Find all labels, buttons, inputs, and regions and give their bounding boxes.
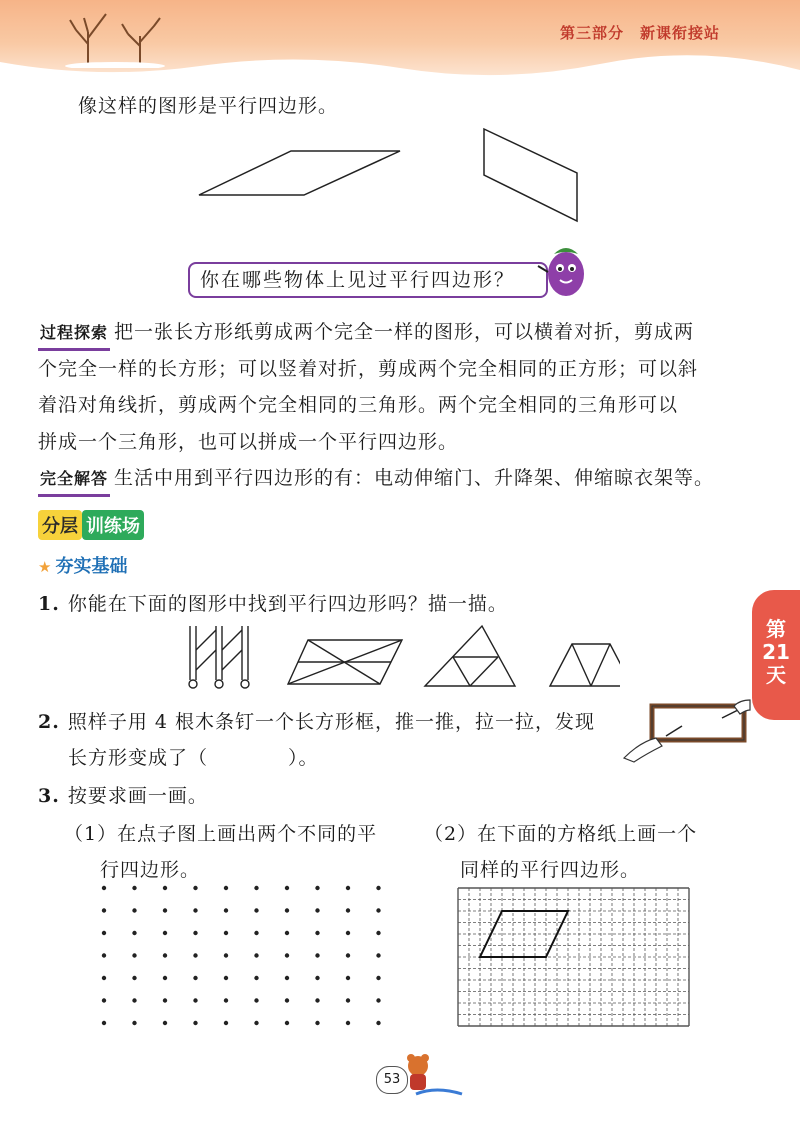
grid-dot <box>315 931 319 935</box>
grid-dot <box>224 976 228 980</box>
process-line-2: 个完全一样的长方形；可以竖着对折，剪成两个完全相同的正方形；可以斜 <box>38 358 699 381</box>
question-2-line-2: 长方形变成了（ ）。 <box>68 747 319 770</box>
grid-dot <box>102 908 106 912</box>
q1-figures <box>180 620 620 692</box>
grid-dot <box>315 1021 319 1025</box>
grid-dot <box>132 886 136 890</box>
grid-paper[interactable] <box>456 886 692 1028</box>
grid-dot <box>254 931 258 935</box>
grid-dot <box>224 886 228 890</box>
grid-dot <box>285 886 289 890</box>
question-bubble: 你在哪些物体上见过平行四边形？ <box>188 262 548 298</box>
process-paragraph <box>38 314 758 460</box>
grid-dot <box>376 886 380 890</box>
process-line-4: 拼成一个三角形，也可以拼成一个平行四边形。 <box>38 430 459 453</box>
grid-dot <box>163 976 167 980</box>
intro-line: 像这样的图形是平行四边形。 <box>78 95 339 117</box>
question-3 <box>38 778 208 814</box>
hands-frame-illustration <box>622 696 752 764</box>
part-1-line-1: （1）在点子图上画出两个不同的平 <box>64 823 378 845</box>
question-3-part-1 <box>64 816 377 888</box>
grid-dot <box>132 953 136 957</box>
question-1-number: 1. <box>38 593 60 615</box>
grid-dot <box>376 931 380 935</box>
page-number: 53 <box>376 1066 408 1094</box>
grid-dot <box>346 1021 350 1025</box>
grid-dot <box>254 976 258 980</box>
parallelogram-wide <box>195 145 405 200</box>
grid-dot <box>376 953 380 957</box>
question-1-text: 你能在下面的图形中找到平行四边形吗？描一描。 <box>67 593 508 615</box>
badge-right: 训练场 <box>82 510 144 540</box>
grid-dot <box>285 998 289 1002</box>
section-title: 第三部分 新课衔接站 <box>560 24 721 42</box>
day-tab-line-3: 天 <box>766 663 786 687</box>
grid-dot <box>254 998 258 1002</box>
practice-badge <box>38 510 144 538</box>
grid-dot <box>163 953 167 957</box>
grid-dot <box>315 998 319 1002</box>
grid-dot <box>346 953 350 957</box>
grid-dot <box>376 998 380 1002</box>
grid-dot <box>376 1021 380 1025</box>
grid-dot <box>102 998 106 1002</box>
subheading <box>38 552 127 578</box>
part-1-line-2: 行四边形。 <box>100 859 201 882</box>
question-2-number: 2. <box>38 711 60 733</box>
grid-dot <box>193 1021 197 1025</box>
trapezoid-triangles-figure <box>550 644 620 686</box>
grid-dot <box>132 976 136 980</box>
eggplant-mascot-icon <box>536 238 596 300</box>
grid-dot <box>315 886 319 890</box>
answer-text: 生活中用到平行四边形的有：电动伸缩门、升降架、伸缩晾衣架等。 <box>114 467 715 489</box>
grid-dot <box>193 931 197 935</box>
grid-dot <box>285 1021 289 1025</box>
grid-dot <box>376 908 380 912</box>
grid-dot <box>163 908 167 912</box>
process-label: 过程探索 <box>38 318 110 351</box>
day-tab <box>752 590 800 720</box>
grid-dot <box>346 976 350 980</box>
question-3-text: 按要求画一画。 <box>67 785 208 807</box>
grid-dot <box>102 1021 106 1025</box>
grid-dot <box>132 908 136 912</box>
folding-gate-figure <box>189 626 249 688</box>
grid-dot <box>376 976 380 980</box>
day-tab-line-1: 第 <box>766 617 786 641</box>
grid-dot <box>163 886 167 890</box>
part-2-line-1: （2）在下面的方格纸上画一个 <box>424 823 698 845</box>
grid-dot <box>193 976 197 980</box>
grid-dot <box>224 953 228 957</box>
answer-paragraph <box>38 460 768 497</box>
day-tab-line-2: 21 <box>762 640 790 664</box>
grid-dot <box>193 953 197 957</box>
question-1 <box>38 586 508 622</box>
grid-dot <box>285 931 289 935</box>
grid-dot <box>163 1021 167 1025</box>
grid-dot <box>285 976 289 980</box>
grid-dot <box>254 953 258 957</box>
grid-dot <box>224 908 228 912</box>
question-3-number: 3. <box>38 785 60 807</box>
grid-dot <box>102 886 106 890</box>
question-2 <box>38 704 638 776</box>
grid-dot <box>163 998 167 1002</box>
process-line-3: 着沿对角线折，剪成两个完全相同的三角形。两个完全相同的三角形可以 <box>38 394 679 417</box>
grid-dot <box>224 998 228 1002</box>
grid-dot <box>315 953 319 957</box>
grid-dot <box>346 998 350 1002</box>
grid-dot <box>315 908 319 912</box>
grid-dot <box>102 931 106 935</box>
grid-dot <box>315 976 319 980</box>
grid-dot <box>346 931 350 935</box>
process-line-1: 把一张长方形纸剪成两个完全一样的图形，可以横着对折，剪成两 <box>114 321 695 343</box>
winter-tree-illustration <box>60 8 170 68</box>
grid-dot <box>224 931 228 935</box>
badge-left: 分层 <box>38 510 82 540</box>
diamond-grid-figure <box>288 640 402 684</box>
grid-dot <box>254 1021 258 1025</box>
star-icon: ★ <box>38 558 52 576</box>
grid-dot <box>193 908 197 912</box>
answer-label: 完全解答 <box>38 464 110 497</box>
question-3-part-2 <box>424 816 697 888</box>
part-2-line-2: 同样的平行四边形。 <box>460 859 641 882</box>
grid-dot <box>346 886 350 890</box>
triangle-split-figure <box>425 626 515 686</box>
grid-dot <box>285 953 289 957</box>
grid-dot <box>254 886 258 890</box>
grid-dot <box>224 1021 228 1025</box>
grid-dot <box>132 931 136 935</box>
grid-dot <box>346 908 350 912</box>
grid-dot <box>193 886 197 890</box>
grid-dot <box>285 908 289 912</box>
grid-dot <box>254 908 258 912</box>
grid-dot <box>163 931 167 935</box>
parallelogram-tall <box>478 125 583 225</box>
grid-dot <box>132 1021 136 1025</box>
subheading-text: 夯实基础 <box>55 556 128 577</box>
grid-dot <box>193 998 197 1002</box>
question-2-line-1: 照样子用 4 根木条钉一个长方形框，推一推，拉一拉，发现 <box>67 711 596 733</box>
dot-grid[interactable] <box>96 882 386 1030</box>
grid-dot <box>132 998 136 1002</box>
grid-dot <box>102 976 106 980</box>
grid-dot <box>102 953 106 957</box>
